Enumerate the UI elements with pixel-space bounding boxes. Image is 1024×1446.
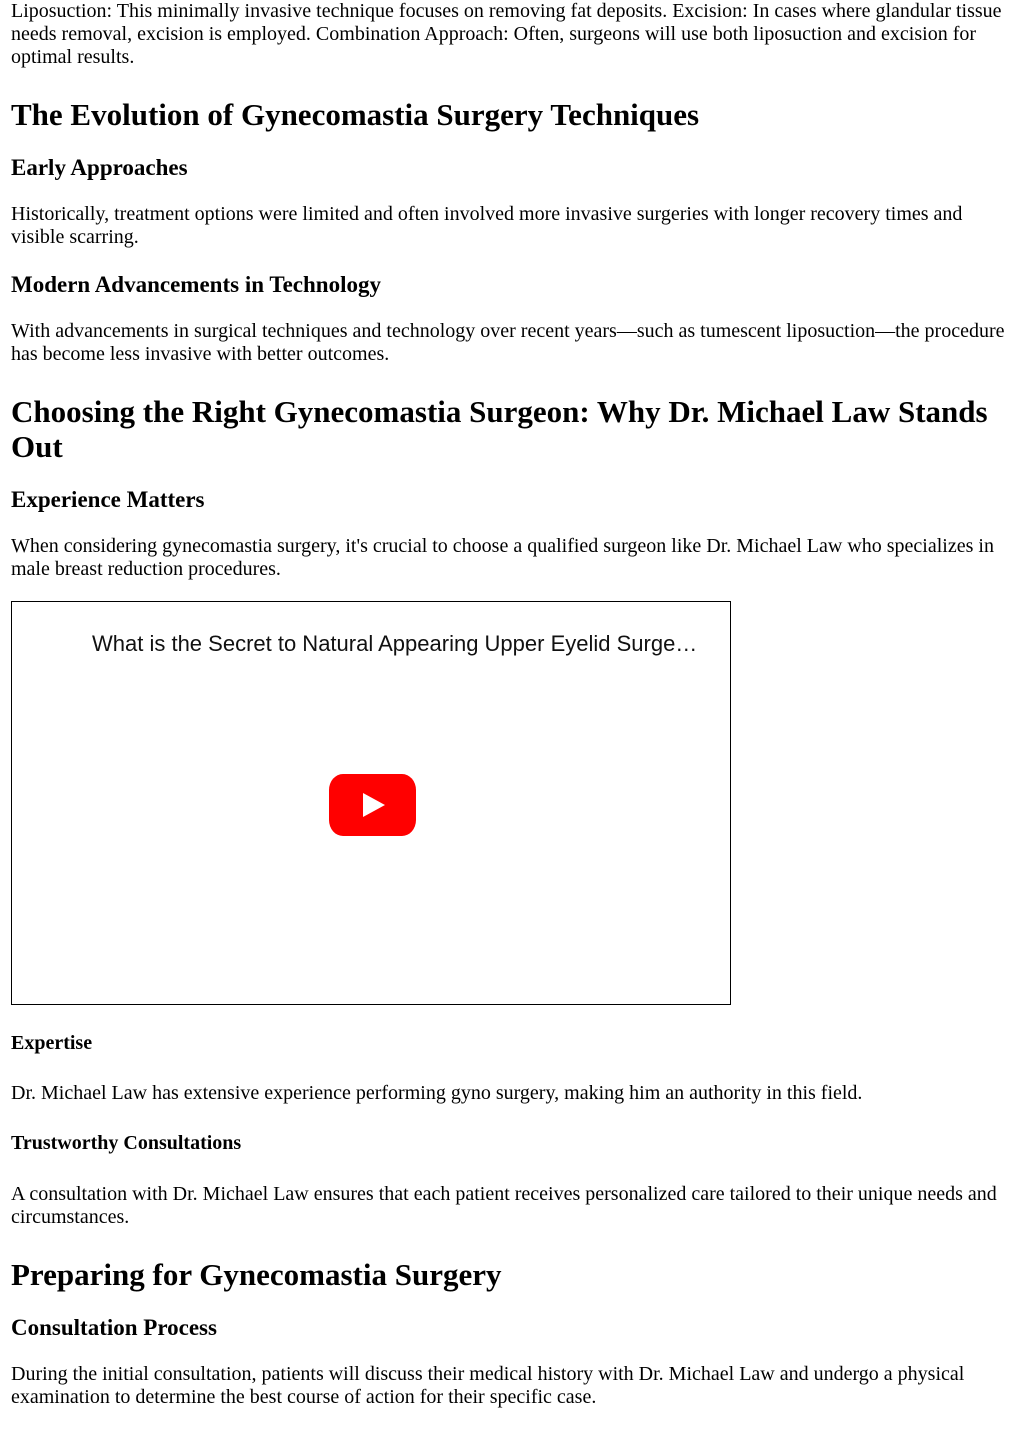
experience-matters-heading: Experience Matters xyxy=(11,487,205,512)
video-embed[interactable] xyxy=(11,601,731,1005)
consultation-process-heading: Consultation Process xyxy=(11,1315,217,1340)
choosing-surgeon-heading: Choosing the Right Gynecomastia Surgeon: Why Dr. Michael Law Stands Out xyxy=(11,394,988,464)
trustworthy-consultations-text: A consultation with Dr. Michael Law ensures that each patient receives personalized care tailored to their unique needs and circumstances. xyxy=(11,1183,997,1228)
modern-advancements-heading: Modern Advancements in Technology xyxy=(11,272,381,297)
video-title[interactable]: What is the Secret to Natural Appearing Upper Eyelid Surge… xyxy=(92,631,698,656)
expertise-heading: Expertise xyxy=(11,1032,93,1054)
intro-paragraph: Liposuction: This minimally invasive technique focuses on removing fat deposits. Excision: In cases where glandular tissue needs removal, excision is employed. Combination Approach: Often, surgeons will use both liposuction and excision for optimal results. xyxy=(11,0,1002,68)
early-approaches-text: Historically, treatment options were limited and often involved more invasive surgeries with longer recovery times and visible scarring. xyxy=(11,203,963,248)
preparing-heading: Preparing for Gynecomastia Surgery xyxy=(11,1257,502,1292)
modern-advancements-text: With advancements in surgical techniques and technology over recent years—such as tumescent liposuction—the procedure has become less invasive with better outcomes. xyxy=(11,320,1005,365)
evolution-heading: The Evolution of Gynecomastia Surgery Techniques xyxy=(11,97,700,132)
play-triangle-icon xyxy=(363,793,385,817)
youtube-play-icon[interactable] xyxy=(329,774,416,836)
consultation-process-text: During the initial consultation, patients will discuss their medical history with Dr. Michael Law and undergo a physical examination to determine the best course of action for their specific case. xyxy=(11,1363,965,1408)
experience-matters-text: When considering gynecomastia surgery, it's crucial to choose a qualified surgeon like Dr. Michael Law who specializes in male breast reduction procedures. xyxy=(11,535,994,580)
trustworthy-consultations-heading: Trustworthy Consultations xyxy=(11,1132,242,1154)
expertise-text: Dr. Michael Law has extensive experience performing gyno surgery, making him an authority in this field. xyxy=(11,1082,863,1104)
early-approaches-heading: Early Approaches xyxy=(11,155,188,180)
